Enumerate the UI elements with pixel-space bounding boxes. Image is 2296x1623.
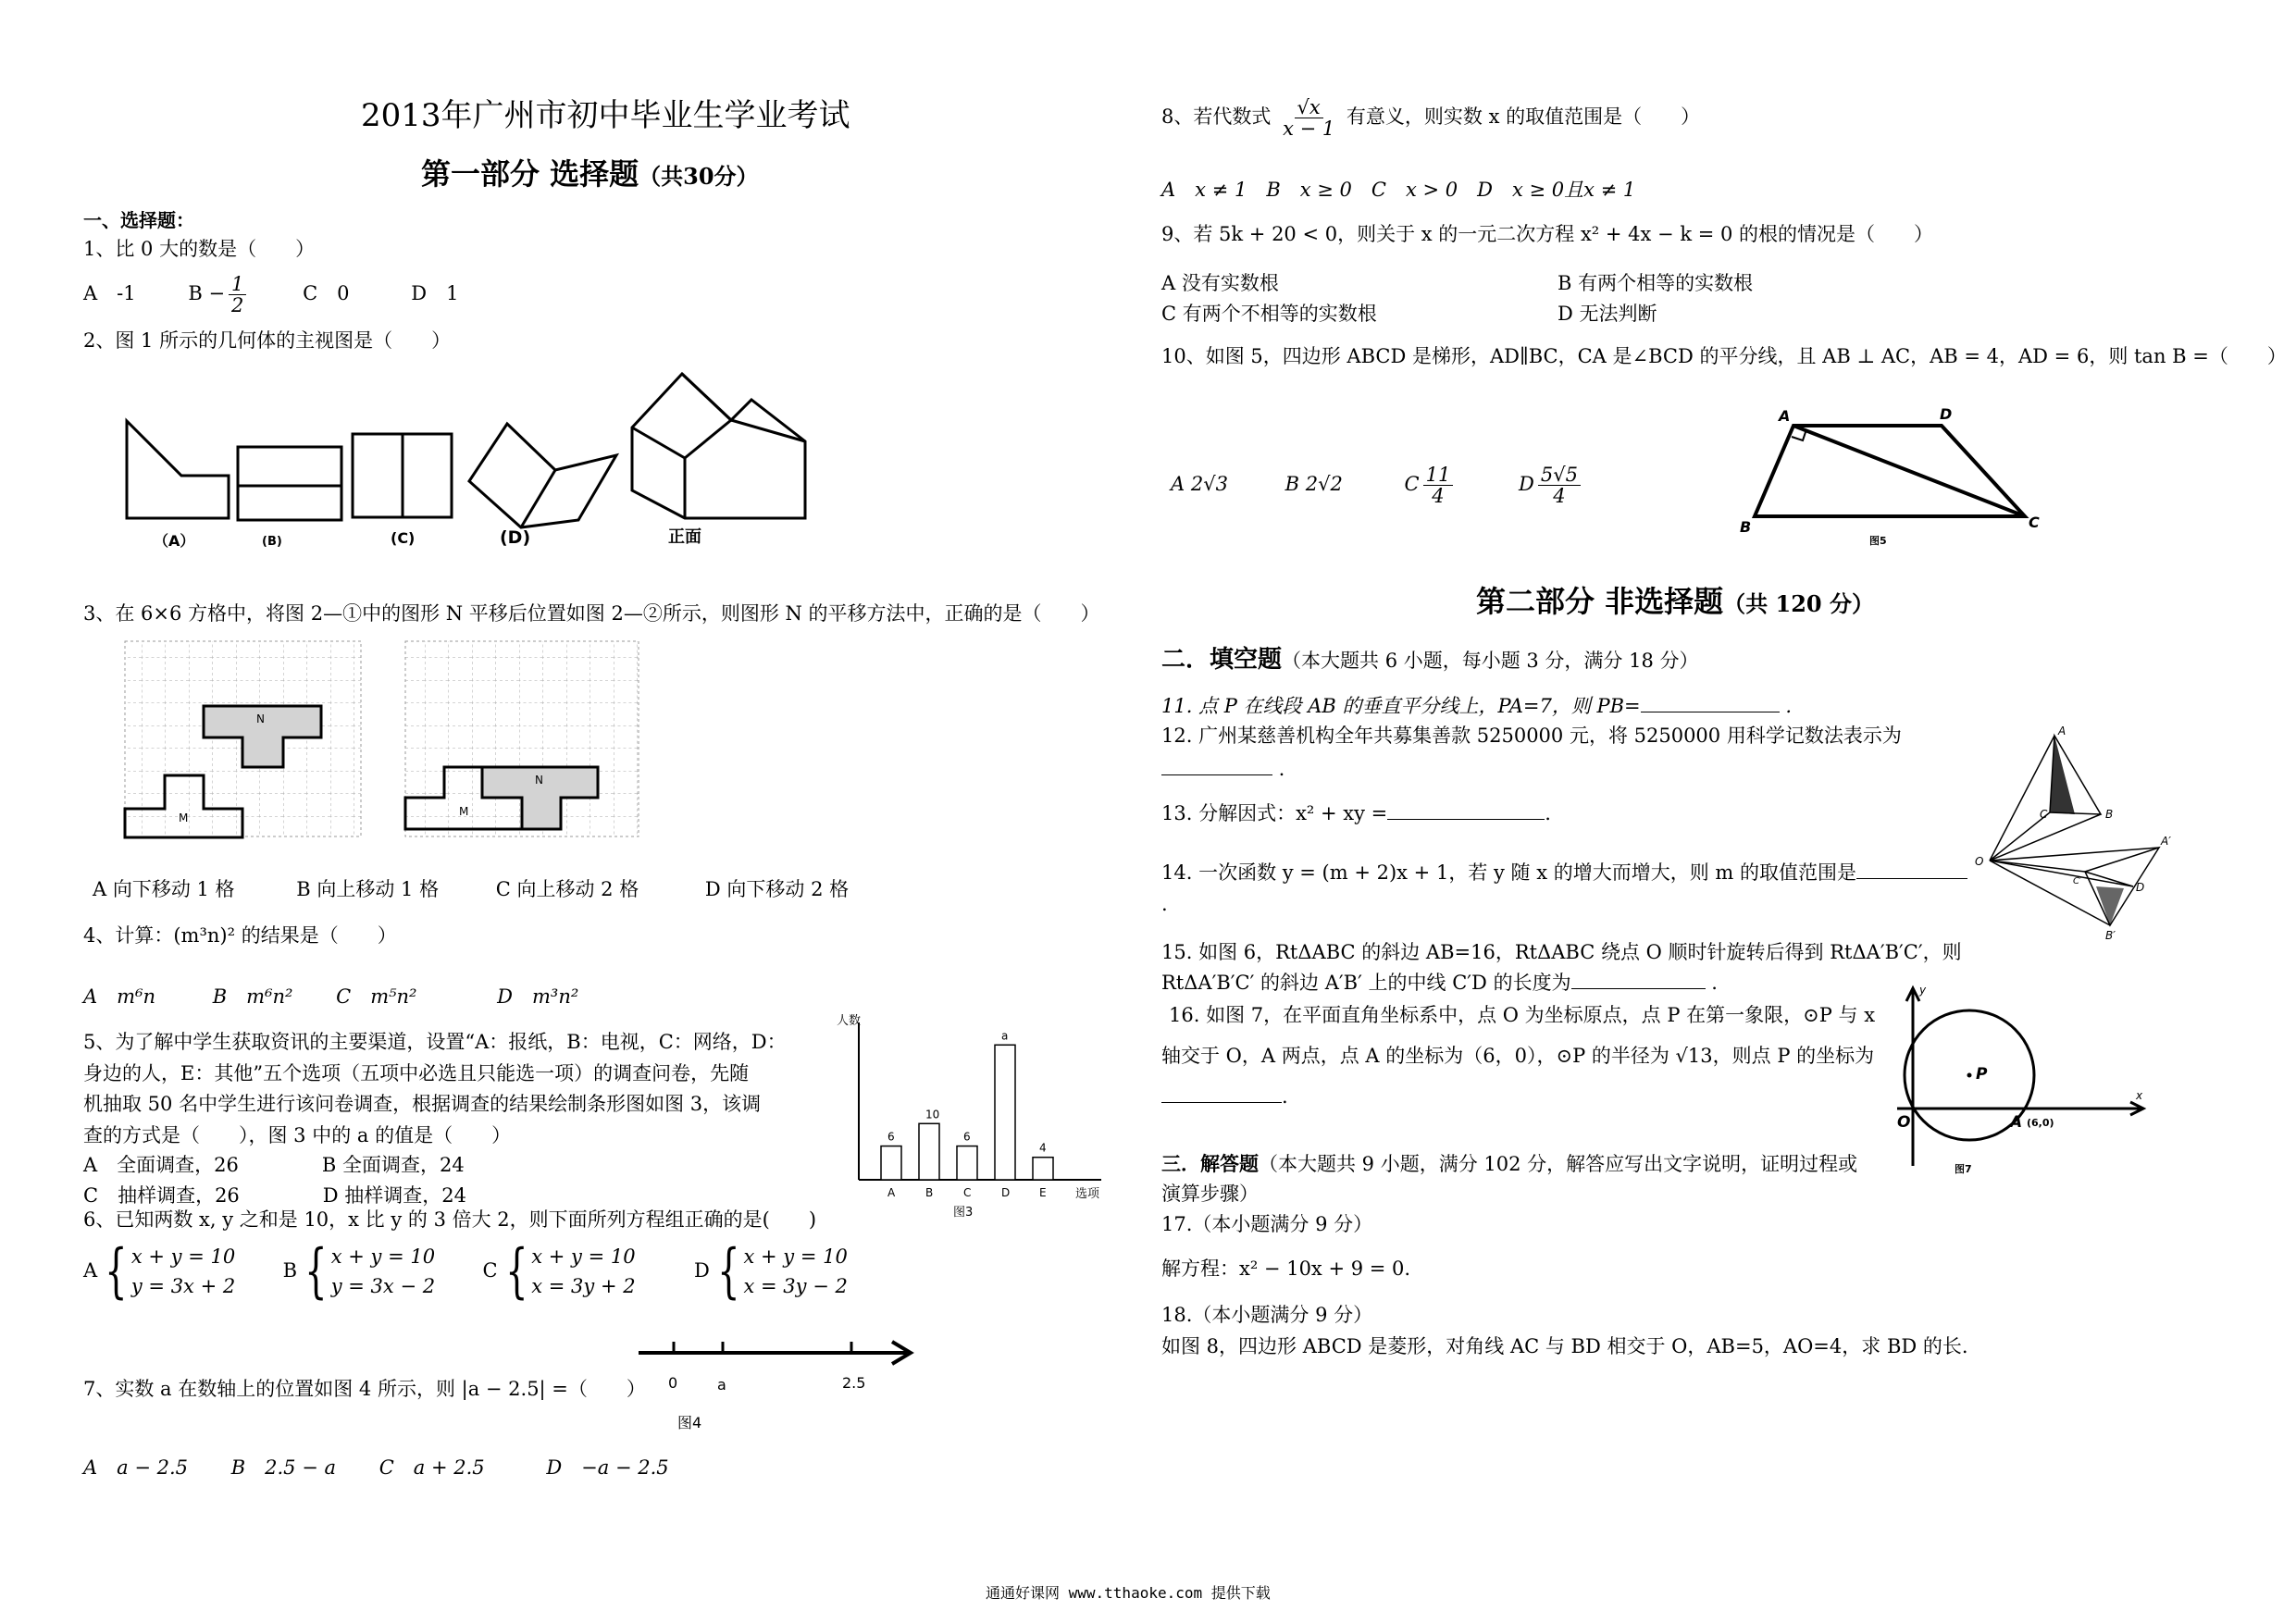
q2-label-a: （A） [154, 532, 195, 550]
fig7-caption: 图7 [1955, 1163, 1972, 1175]
fig3-ylabel: 人数 [837, 1014, 862, 1028]
q8-stem: 8、若代数式 $\frac{√x}{x - 1}$ 有意义，则实数 x 的取值范围是（ ） [1161, 96, 1701, 141]
fig6-label-b-prime: B′ [2105, 929, 2116, 942]
q3-grids [0, 0, 833, 861]
fig4-tick-0: 0 [668, 1374, 678, 1392]
footer-credit: 通通好课网 www.tthaoke.com 提供下载 [986, 1584, 1271, 1602]
q10-stem: 10、如图 5，四边形 ABCD 是梯形，AD∥BC，CA 是∠BCD 的平分线，且 AB ⊥ AC，AB = 4，AD = 6，则 tan B =（ ） [1161, 345, 2287, 367]
q18-title: 18.（本小题满分 9 分） [1161, 1304, 1373, 1326]
fig7-y-label: y [1919, 984, 1927, 997]
fig5-label-c: C [2029, 514, 2040, 531]
q10-options: A 2√3 B 2√2 C $\frac{11}{4}$ D $\frac{5√5}{4}$ [1171, 465, 1584, 506]
fig6-label-c-prime: C′ [2073, 876, 2082, 886]
part1-title: 第一部分 选择题（共30分） [421, 156, 759, 192]
q7-options: A a − 2.5 B 2.5 − a C a + 2.5 D −a − 2.5 [83, 1456, 669, 1479]
fig4-tick-a: a [717, 1376, 726, 1394]
q16: 16. 如图 7，在平面直角坐标系中，点 O 为坐标原点，点 P 在第一象限，⊙P 与 x 轴交于 O，A 两点，点 A 的坐标为（6，0），⊙P 的半径为 √13，则点 P 的坐标为 . [1161, 1004, 1876, 1109]
section2-heading: 二．填空题（本大题共 6 小题，每小题 3 分，满分 18 分） [1161, 646, 1699, 674]
q3-n-label-1: N [256, 712, 265, 725]
q1-stem: 1、比 0 大的数是（ ） [83, 238, 316, 260]
q17-title: 17.（本小题满分 9 分） [1161, 1213, 1373, 1235]
fig3-xlabel: 选项 [1075, 1187, 1100, 1201]
q9-options: A 没有实数根 B 有两个相等的实数根 C 有两个不相等的实数根 D 无法判断 [1161, 272, 1754, 325]
q4-stem: 4、计算：(m³n)² 的结果是（ ） [83, 924, 397, 947]
fig3-value-label-A: 6 [887, 1130, 895, 1144]
q3-stem: 3、在 6×6 方格中，将图 2—①中的图形 N 平移后位置如图 2—②所示，则图形 N 的平移方法中，正确的是（ ） [83, 602, 1100, 625]
q8-options: A x ≠ 1 B x ≥ 0 C x > 0 D x ≥ 0且x ≠ 1 [1161, 179, 1636, 201]
q2-label-d: (D) [500, 527, 531, 548]
q14: 14. 一次函数 y = (m + 2)x + 1，若 y 随 x 的增大而增大，则 m 的取值范围是 . [1161, 861, 1967, 917]
fig6-label-d: D [2136, 881, 2145, 894]
q9-stem: 9、若 5k + 20 < 0，则关于 x 的一元二次方程 x² + 4x − k = 0 的根的情况是（ ） [1161, 223, 1934, 245]
fig6-label-a: A [2058, 725, 2066, 737]
fig6-label-c: C [2040, 808, 2048, 821]
part2-title: 第二部分 非选择题（共 120 分） [1476, 584, 1874, 619]
fig7-p-label: P [1976, 1065, 1988, 1084]
q12: 12. 广州某慈善机构全年共募集善款 5250000 元，将 5250000 用科学记数法表示为 . [1161, 725, 1902, 781]
q3-m-label-1: M [179, 812, 189, 824]
fig6-rotation [1962, 722, 2175, 944]
q15: 15. 如图 6，RtΔABC 的斜边 AB=16，RtΔABC 绕点 O 顺时针旋转后得到 RtΔA′B′C′，则 RtΔA′B′C′ 的斜边 A′B′ 上的中线 C′D 的长度为 . [1161, 941, 1962, 994]
fig3-value-label-E: 4 [1039, 1141, 1047, 1155]
fig3-category-A: A [887, 1186, 896, 1199]
fig3-bar-chart [833, 1004, 1129, 1226]
q13: 13. 分解因式：x² + xy = . [1161, 802, 1551, 824]
q2-label-front: 正面 [668, 527, 701, 547]
fig3-bar-C [957, 1146, 977, 1180]
q11: 11. 点 P 在线段 AB 的垂直平分线上，PA=7，则 PB= . [1161, 695, 1793, 717]
q1-options: A -1 B − $\frac{1}{2}$ C 0 D 1 [83, 273, 459, 317]
fig5-label-d: D [1940, 405, 1953, 423]
fig3-caption: 图3 [953, 1206, 974, 1220]
q2-label-b: (B) [262, 535, 282, 549]
fig7-origin-label: O [1897, 1113, 1911, 1132]
q7-stem: 7、实数 a 在数轴上的位置如图 4 所示，则 |a − 2.5| =（ ） [83, 1378, 646, 1400]
section1-heading: 一、选择题： [83, 209, 194, 231]
fig5-label-b: B [1740, 518, 1752, 536]
q2-label-c: (C) [391, 529, 416, 547]
fig5-caption: 图5 [1869, 535, 1887, 547]
q4-options: A m⁶n B m⁶n² C m⁵n² D m³n² [83, 985, 579, 1008]
fig4-caption: 图4 [677, 1414, 702, 1431]
fig7-a-coord: (6,0) [2027, 1117, 2054, 1129]
fig4-tick-2.5: 2.5 [842, 1374, 866, 1392]
q18-body: 如图 8，四边形 ABCD 是菱形，对角线 AC 与 BD 相交于 O，AB=5，AO=4，求 BD 的长. [1161, 1335, 1968, 1357]
fig3-value-label-C: 6 [963, 1130, 971, 1144]
section3: 三．解答题（本大题共 9 小题，满分 102 分，解答应写出文字说明，证明过程或 演算步骤） [1161, 1152, 1858, 1205]
fig3-category-D: D [1001, 1186, 1011, 1199]
fig6-label-a-prime: A′ [2161, 835, 2171, 848]
exam-title: 2013年广州市初中毕业生学业考试 [361, 97, 850, 134]
fig3-category-C: C [963, 1186, 972, 1199]
fig7-circle-plot [1888, 981, 2166, 1184]
fig5-trapezoid [1731, 407, 2064, 546]
q3-m-label-2: M [459, 805, 469, 818]
fig3-value-label-B: 10 [925, 1108, 940, 1121]
q2-stem: 2、图 1 所示的几何体的主视图是（ ） [83, 329, 452, 352]
q3-options: A 向下移动 1 格 B 向上移动 1 格 C 向上移动 2 格 D 向下移动 2 格 [93, 878, 850, 900]
fig6-label-b: B [2105, 808, 2114, 821]
fig6-label-o: O [1975, 855, 1984, 868]
q5-options: A 全面调查，26 B 全面调查，24 C 抽样调查，26 D 抽样调查，24 [83, 1154, 467, 1207]
fig3-bar-A [881, 1146, 901, 1180]
fig3-value-label-D: a [1001, 1029, 1009, 1043]
q6-stem: 6、已知两数 x, y 之和是 10，x 比 y 的 3 倍大 2，则下面所列方程组正确的是( ) [83, 1208, 817, 1231]
fig3-category-B: B [925, 1186, 934, 1199]
fig4-number-line [629, 1332, 925, 1443]
fig3-bar-D [995, 1045, 1015, 1180]
q17-body: 解方程：x² − 10x + 9 = 0. [1161, 1258, 1411, 1280]
fig3-bar-B [919, 1123, 939, 1180]
q5-stem: 5、为了解中学生获取资讯的主要渠道，设置“A：报纸，B：电视，C：网络，D： 身边的人，E：其他”五个选项（五项中必选且只能选一项）的调查问卷，先随 机抽取 50 名中学生进行该问卷调查，根据调查的结果绘制条形图如图 3，该调 查的方式是（ ），图 3 中的 a 的值是（ ） [83, 1031, 787, 1146]
fig5-label-a: A [1779, 407, 1791, 425]
fig3-category-E: E [1039, 1186, 1047, 1199]
fig3-bar-E [1033, 1158, 1053, 1180]
fig7-a-label: A [2010, 1113, 2023, 1132]
q3-n-label-2: N [535, 774, 543, 787]
q6-options: A { x + y = 10 y = 3x + 2 B { x + y = 10 y = 3x − 2 C { x + y = 10 x = 3y + 2 D { x + y = 10 x = 3y − 2 [83, 1236, 848, 1306]
fig7-x-label: x [2136, 1089, 2143, 1102]
